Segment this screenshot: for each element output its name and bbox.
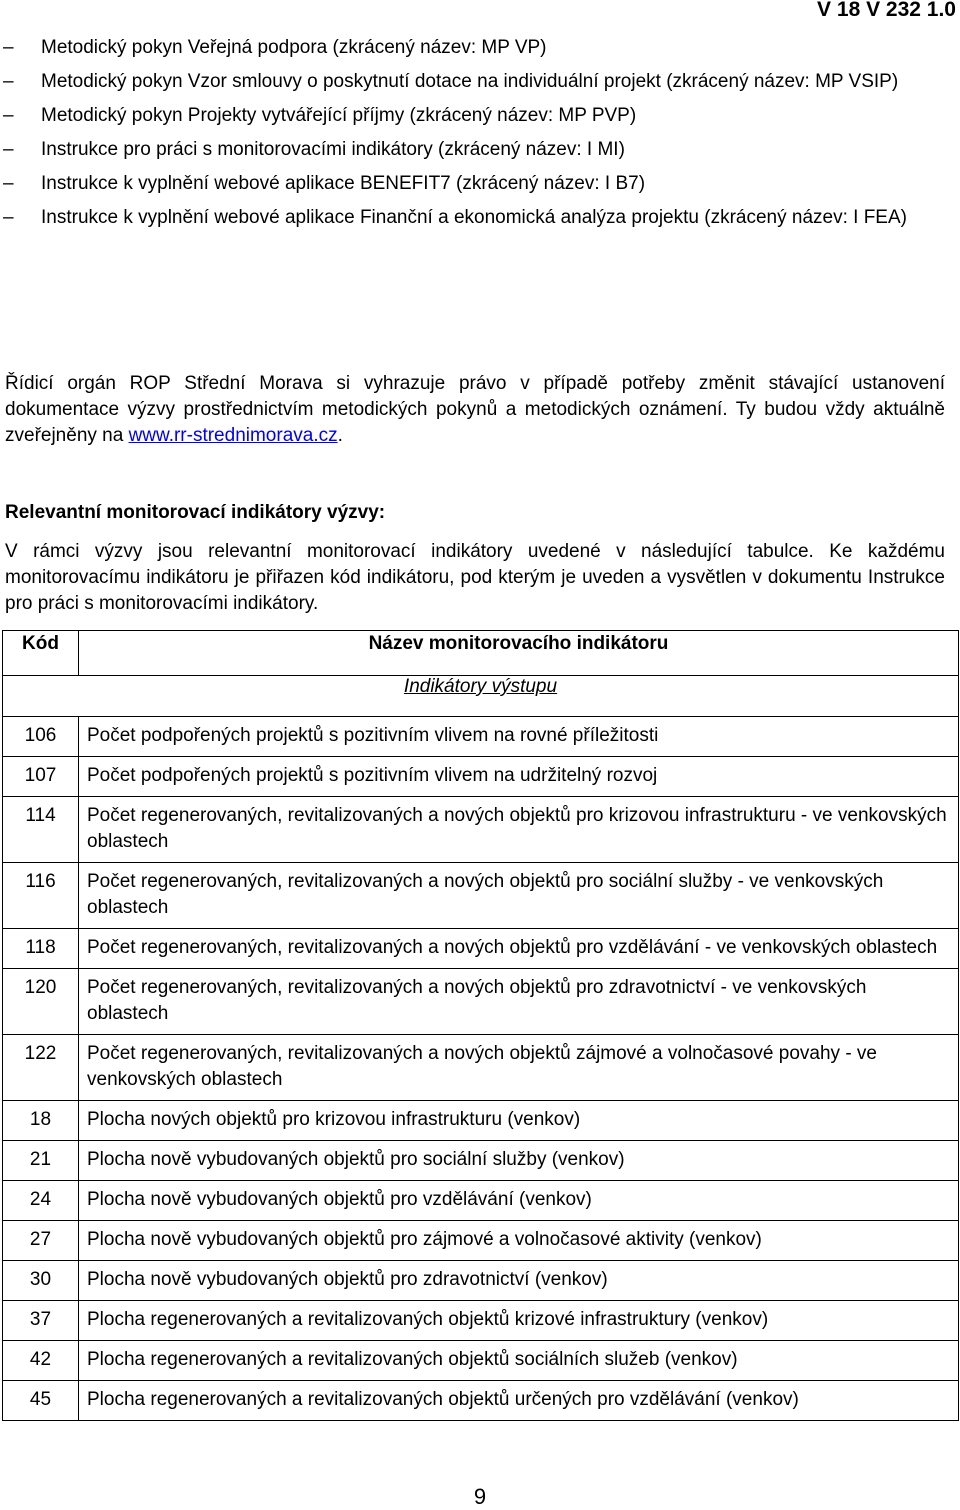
indicator-code: 18	[3, 1101, 79, 1141]
indicator-name: Počet regenerovaných, revitalizovaných a nových objektů pro sociální služby - ve venkovských oblastech	[79, 863, 959, 929]
column-header-name: Název monitorovacího indikátoru	[79, 631, 959, 676]
indicator-name: Počet regenerovaných, revitalizovaných a nových objektů pro vzdělávání - ve venkovských oblastech	[79, 929, 959, 969]
list-item-text: Instrukce k vyplnění webové aplikace Finanční a ekonomická analýza projektu (zkrácený název: I FEA)	[41, 207, 907, 228]
table-row	[3, 929, 959, 969]
indicator-name: Počet regenerovaných, revitalizovaných a nových objektů pro krizovou infrastrukturu - ve venkovských oblastech	[79, 797, 959, 863]
indicator-code: 107	[3, 757, 79, 797]
indicator-code: 122	[3, 1035, 79, 1101]
table-row	[3, 1101, 959, 1141]
indicator-name: Počet regenerovaných, revitalizovaných a nových objektů pro zdravotnictví - ve venkovských oblastech	[79, 969, 959, 1035]
table-row	[3, 863, 959, 929]
indicator-name: Plocha regenerovaných a revitalizovaných objektů určených pro vzdělávání (venkov)	[79, 1381, 959, 1421]
list-item-text: Metodický pokyn Veřejná podpora (zkrácený název: MP VP)	[41, 37, 547, 58]
indicator-name: Plocha regenerovaných a revitalizovaných objektů krizové infrastruktury (venkov)	[79, 1301, 959, 1341]
indicator-code: 45	[3, 1381, 79, 1421]
column-header-code: Kód	[3, 631, 79, 676]
page-number: 9	[473, 1484, 487, 1509]
table-row	[3, 1301, 959, 1341]
indicator-code: 21	[3, 1141, 79, 1181]
list-item	[0, 138, 948, 162]
indicator-code: 116	[3, 863, 79, 929]
indicator-code: 114	[3, 797, 79, 863]
list-item	[0, 70, 948, 94]
indicator-name: Plocha nových objektů pro krizovou infrastrukturu (venkov)	[79, 1101, 959, 1141]
paragraph-text: Řídicí orgán ROP Střední Morava si vyhrazuje právo v případě potřeby změnit stávající ustanovení dokumentace výzvy prostřednictvím metodických pokynů a metodických oznámení. Ty budou vždy aktuálně zveřejněny na	[5, 373, 945, 446]
list-item-text: Metodický pokyn Vzor smlouvy o poskytnutí dotace na individuální projekt (zkrácený název: MP VSIP)	[41, 71, 899, 92]
indicator-code: 30	[3, 1261, 79, 1301]
dash-marker: –	[3, 37, 14, 58]
list-item-text: Instrukce k vyplnění webové aplikace BENEFIT7 (zkrácený název: I B7)	[41, 173, 646, 194]
dash-marker: –	[3, 71, 14, 92]
indicator-code: 24	[3, 1181, 79, 1221]
indicator-name: Plocha nově vybudovaných objektů pro zdravotnictví (venkov)	[79, 1261, 959, 1301]
indicator-code: 42	[3, 1341, 79, 1381]
list-item	[0, 172, 948, 196]
document-code: V 18 V 232 1.0	[817, 0, 956, 21]
dash-marker: –	[3, 139, 14, 160]
indicator-name: Počet regenerovaných, revitalizovaných a nových objektů zájmové a volnočasové povahy - ve venkovských oblastech	[79, 1035, 959, 1101]
indicator-name: Počet podpořených projektů s pozitivním vlivem na udržitelný rozvoj	[79, 757, 959, 797]
table-row	[3, 1035, 959, 1101]
list-item	[0, 104, 948, 128]
table-row	[3, 969, 959, 1035]
table-row	[3, 1181, 959, 1221]
table-row	[3, 1141, 959, 1181]
indicator-code: 27	[3, 1221, 79, 1261]
table-row	[3, 1261, 959, 1301]
indicator-name: Plocha regenerovaných a revitalizovaných objektů sociálních služeb (venkov)	[79, 1341, 959, 1381]
paragraph-end: .	[337, 425, 343, 446]
indicator-name: Plocha nově vybudovaných objektů pro vzdělávání (venkov)	[79, 1181, 959, 1221]
list-item	[0, 206, 948, 230]
list-item-text: Instrukce pro práci s monitorovacími indikátory (zkrácený název: I MI)	[41, 139, 625, 160]
rights-paragraph	[5, 371, 945, 449]
table-row	[3, 1341, 959, 1381]
list-item-text: Metodický pokyn Projekty vytvářející příjmy (zkrácený název: MP PVP)	[41, 105, 637, 126]
indicator-code: 37	[3, 1301, 79, 1341]
section-heading: Relevantní monitorovací indikátory výzvy:	[5, 502, 386, 523]
dash-marker: –	[3, 173, 14, 194]
table-header-row	[3, 631, 959, 676]
table-row	[3, 1381, 959, 1421]
indicator-name: Počet podpořených projektů s pozitivním vlivem na rovné příležitosti	[79, 717, 959, 757]
table-row	[3, 1221, 959, 1261]
dash-marker: –	[3, 207, 14, 228]
indicator-code: 120	[3, 969, 79, 1035]
indicator-code: 118	[3, 929, 79, 969]
table-row	[3, 797, 959, 863]
document-list	[0, 36, 948, 240]
dash-marker: –	[3, 105, 14, 126]
table-row	[3, 717, 959, 757]
section-row	[3, 676, 959, 717]
indicator-name: Plocha nově vybudovaných objektů pro sociální služby (venkov)	[79, 1141, 959, 1181]
website-link[interactable]: www.rr-strednimorava.cz	[128, 425, 338, 446]
table-row	[3, 757, 959, 797]
indicator-table	[2, 630, 959, 1421]
section-label: Indikátory výstupu	[3, 676, 959, 717]
indicator-name: Plocha nově vybudovaných objektů pro zájmové a volnočasové aktivity (venkov)	[79, 1221, 959, 1261]
intro-paragraph: V rámci výzvy jsou relevantní monitorovací indikátory uvedené v následující tabulce. Ke každému monitorovacímu indikátoru je přiřazen kód indikátoru, pod kterým je uveden a vysvětlen v dokumentu Instrukce pro práci s monitorovacími indikátory.	[5, 541, 945, 614]
list-item	[0, 36, 948, 60]
indicator-code: 106	[3, 717, 79, 757]
